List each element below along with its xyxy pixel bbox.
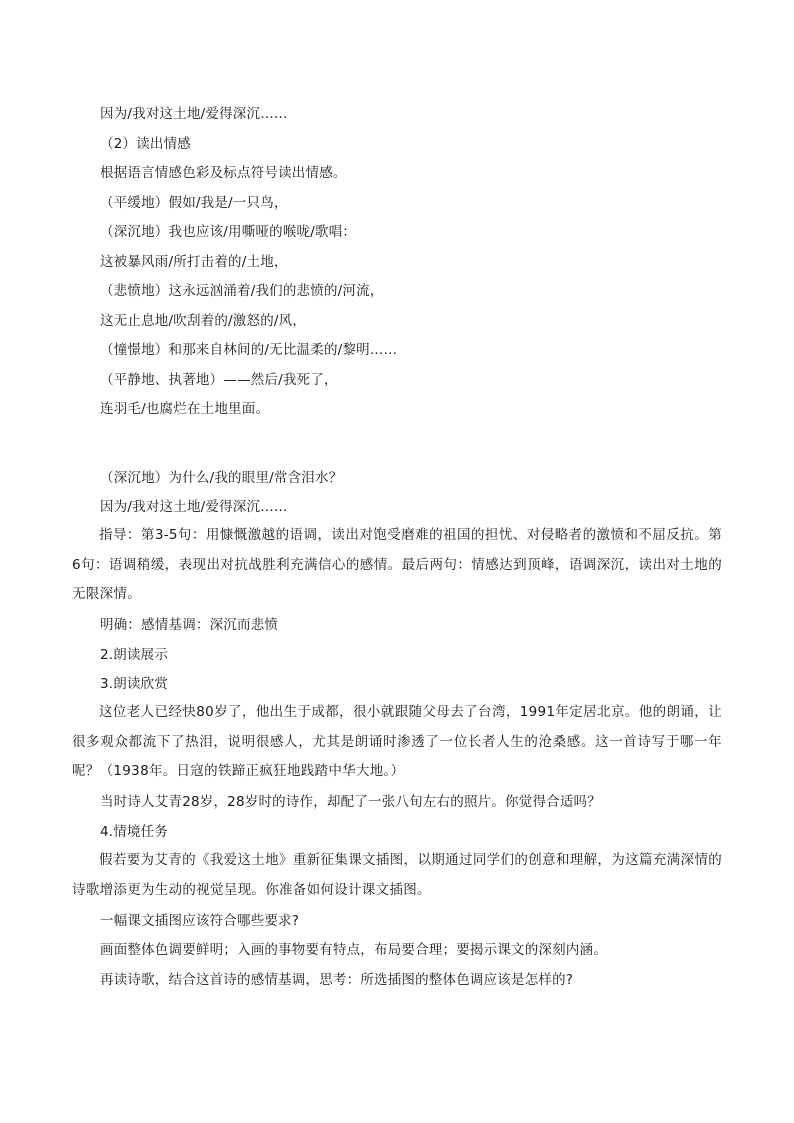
poem-line: 这无止息地/吹刮着的/激怒的/风，	[100, 313, 307, 329]
section-heading: 3.朗读欣赏	[100, 676, 169, 692]
section-heading: 4.情境任务	[100, 824, 169, 840]
answer-text: 画面整体色调要鲜明；入画的事物要有特点，布局要合理；要揭示课文的深刻内涵。	[100, 942, 607, 958]
section-heading: 2.朗读展示	[100, 647, 169, 663]
task-paragraph: 假若要为艾青的《我爱这土地》重新征集课文插图，以期通过同学们的创意和理解，为这篇充满深情的诗歌增添更为生动的视觉呈现。你准备如何设计课文插图。	[72, 852, 722, 898]
poem-line: （憧憬地）和那来自林间的/无比温柔的/黎明……	[100, 342, 398, 358]
poem-line: （平缓地）假如/我是/一只鸟，	[100, 195, 288, 211]
poem-line: （深沉地）为什么/我的眼里/常含泪水？	[100, 470, 343, 486]
clarification-text: 明确：感情基调：深沉而悲愤	[100, 617, 279, 633]
question-text: 再读诗歌，结合这首诗的感情基调，思考：所选插图的整体色调应该是怎样的?	[100, 972, 574, 988]
instruction-text: 根据语言情感色彩及标点符号读出情感。	[100, 165, 347, 181]
question-text: 一幅课文插图应该符合哪些要求?	[100, 913, 300, 929]
appreciation-paragraph: 这位老人已经快80岁了，他出生于成都，很小就跟随父母去了台湾，1991年定居北京。他的朗诵，让很多观众都流下了热泪，说明很感人，尤其是朗诵时渗透了一位长者人生的沧桑感。这一首诗写于哪一年呢？（1938年。日寇的铁蹄正疯狂地践踏中华大地。）	[72, 704, 722, 779]
poem-line: （悲愤地）这永远汹涌着/我们的悲愤的/河流，	[100, 283, 384, 299]
poem-line: （深沉地）我也应该/用嘶哑的喉咙/歌唱：	[100, 224, 357, 240]
poem-line: 因为/我对这土地/爱得深沉……	[100, 106, 288, 122]
poem-line: 因为/我对这土地/爱得深沉……	[100, 499, 288, 515]
poem-line: 这被暴风雨/所打击着的/土地，	[100, 254, 288, 270]
guide-paragraph: 指导：第3-5句：用慷慨激越的语调，读出对饱受磨难的祖国的担忧、对侵略者的激愤和不屈反抗。第6句：语调稍缓，表现出对抗战胜利充满信心的感情。最后两句：情感达到顶峰，语调深沉，读出对土地的无限深情。	[72, 527, 722, 602]
question-text: 当时诗人艾青28岁，28岁时的诗作，却配了一张八旬左右的照片。你觉得合适吗？	[100, 794, 601, 810]
section-heading: （2）读出情感	[100, 136, 191, 152]
poem-line: （平静地、执著地）——然后/我死了，	[100, 372, 338, 388]
poem-line: 连羽毛/也腐烂在土地里面。	[100, 401, 270, 417]
